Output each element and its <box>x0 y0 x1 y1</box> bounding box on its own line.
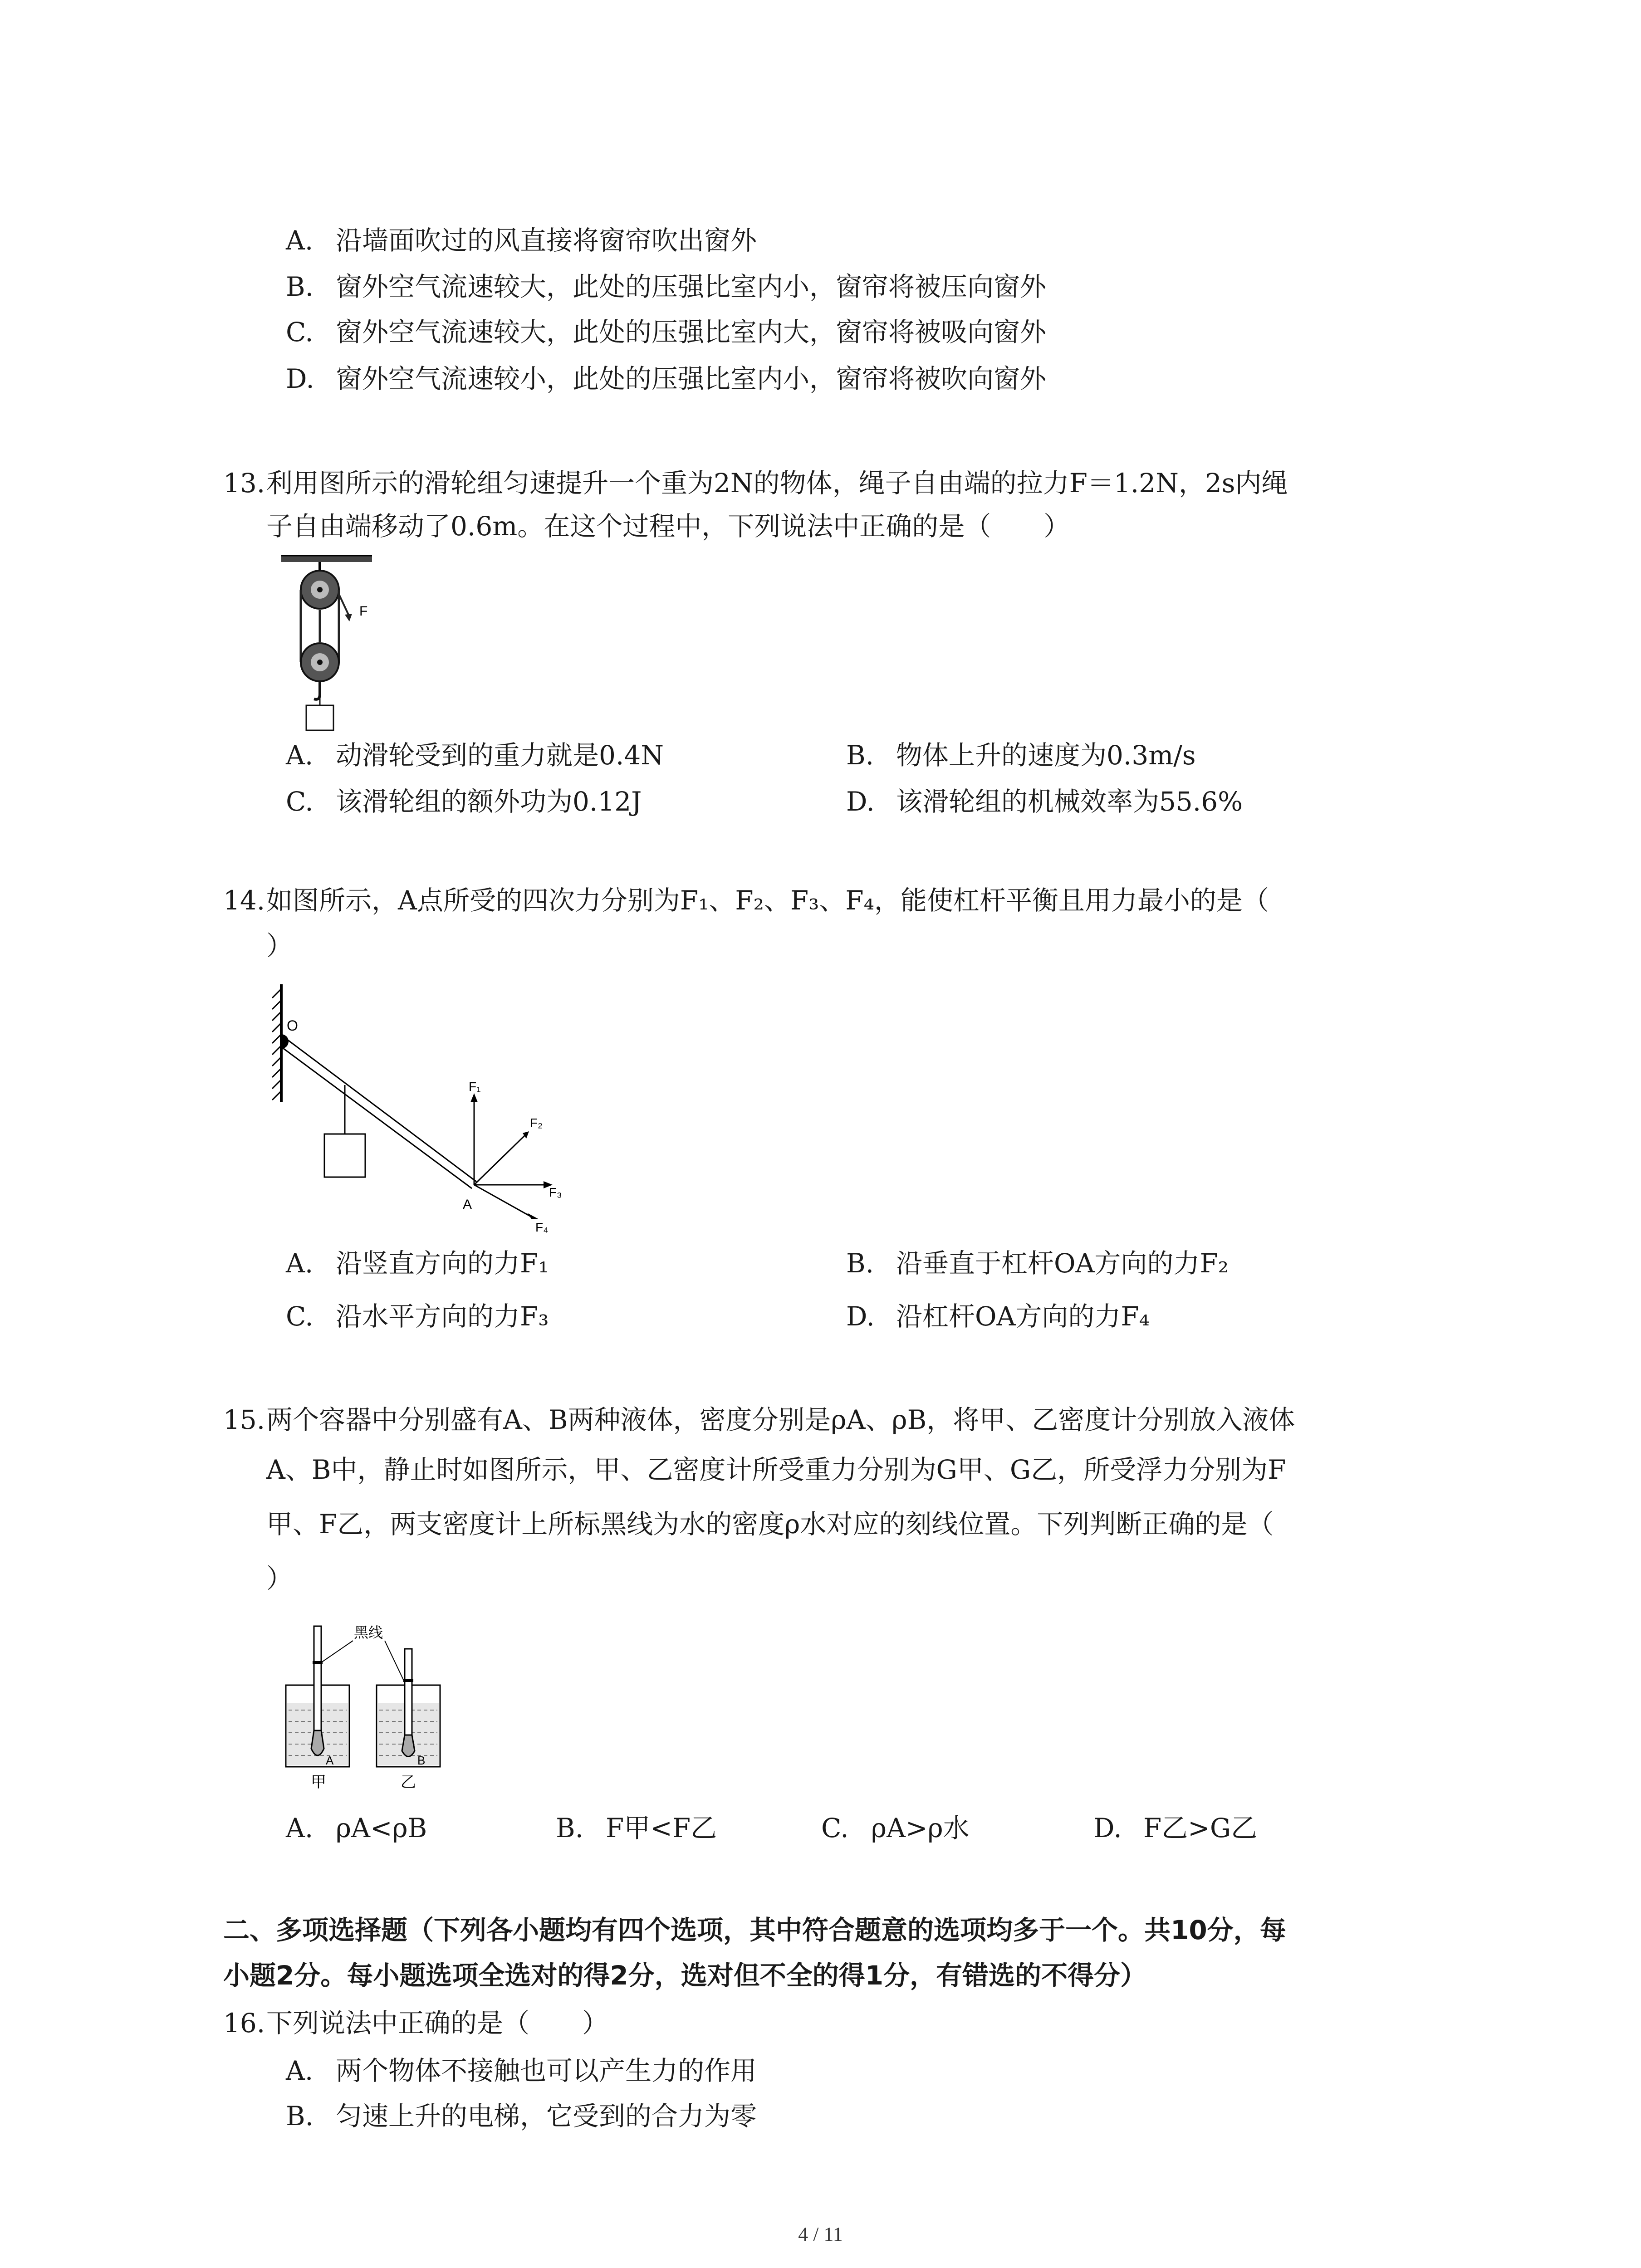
force-label: F <box>359 604 368 619</box>
option-letter: B. <box>286 2101 314 2131</box>
option-letter: B. <box>556 1813 584 1843</box>
question-text: 利用图所示的滑轮组匀速提升一个重为2N的物体，绳子自由端的拉力F＝1.2N，2s内绳 <box>266 468 1288 499</box>
option-letter: A. <box>286 1248 314 1279</box>
q16-option-a <box>286 2053 757 2089</box>
black-line-label: 黑线 <box>354 1624 383 1641</box>
q14-stem-line1 <box>223 882 1269 919</box>
force-arrow <box>345 614 352 621</box>
question-number: 14. <box>223 885 265 916</box>
force-f3-label: F₃ <box>549 1185 562 1199</box>
question-text: 如图所示，A点所受的四次力分别为F₁、F₂、F₃、F₄，能使杠杆平衡且用力最小的是（ <box>266 885 1269 916</box>
option-letter: C. <box>821 1813 849 1843</box>
pivot <box>281 1034 289 1049</box>
option-letter: C. <box>286 786 314 817</box>
q15-stem-line2: A、B中，静止时如图所示，甲、乙密度计所受重力分别为G甲、G乙，所受浮力分别为F <box>266 1454 1286 1485</box>
q13-option-c <box>286 783 642 820</box>
hanging-weight <box>324 1134 365 1177</box>
ceiling-beam <box>281 556 372 562</box>
option-text: 窗外空气流速较大，此处的压强比室内小，窗帘将被压向窗外 <box>336 271 1047 302</box>
option-letter: A. <box>286 740 314 771</box>
question-text: 下列说法中正确的是（ ） <box>266 2008 609 2038</box>
q14-option-d <box>846 1298 1150 1334</box>
question-number: 16. <box>223 2008 265 2038</box>
hook <box>314 682 320 699</box>
section2-heading-line1: 二、多项选择题（下列各小题均有四个选项，其中符合题意的选项均多于一个。共10分，每 <box>223 1915 1286 1945</box>
force-f4-arrow <box>474 1185 531 1217</box>
q13-stem-line2: 子自由端移动了0.6m。在这个过程中，下列说法中正确的是（ ） <box>266 511 1070 542</box>
q15-option-a <box>286 1810 427 1846</box>
hydrometer-yi <box>405 1649 412 1735</box>
option-letter: D. <box>286 363 314 394</box>
option-letter: D. <box>1093 1813 1122 1843</box>
q12-option-c <box>286 314 1046 350</box>
q12-option-b <box>286 269 1046 305</box>
q14-stem-line2: ） <box>266 930 293 961</box>
option-letter: B. <box>846 740 874 771</box>
option-text: 沿杠杆OA方向的力F₄ <box>896 1301 1150 1332</box>
option-text: 窗外空气流速较大，此处的压强比室内大，窗帘将被吸向窗外 <box>336 317 1047 347</box>
question-number: 13. <box>223 468 265 499</box>
load-block <box>306 705 333 730</box>
q15-stem-line4: ） <box>266 1563 293 1594</box>
hydrometer-figure <box>272 1613 463 1794</box>
option-letter: A. <box>286 2055 314 2086</box>
beaker-jia-label: 甲 <box>311 1773 326 1791</box>
pivot-label: O <box>287 1017 298 1034</box>
force-f1-label: F₁ <box>469 1080 481 1094</box>
force-f2-label: F₂ <box>530 1116 543 1130</box>
q12-option-d <box>286 361 1046 397</box>
q16-option-b <box>286 2098 757 2134</box>
option-text: ρA>ρ水 <box>871 1813 970 1843</box>
section2-heading-line2: 小题2分。每小题选项全选对的得2分，选对但不全的得1分，有错选的不得分） <box>223 1960 1147 1991</box>
liquid-a-label: A <box>326 1754 334 1767</box>
point-a-label: A <box>463 1197 472 1212</box>
q16-stem <box>223 2005 608 2041</box>
option-text: 两个物体不接触也可以产生力的作用 <box>336 2055 757 2086</box>
force-f2-arrow <box>474 1134 526 1185</box>
option-letter: C. <box>286 1301 314 1332</box>
option-text: 匀速上升的电梯，它受到的合力为零 <box>336 2101 757 2131</box>
option-text: F甲<F乙 <box>606 1813 717 1843</box>
lever-top <box>285 1038 476 1182</box>
q12-option-a <box>286 222 757 259</box>
q14-option-c <box>286 1298 549 1334</box>
hydrometer-jia <box>314 1626 321 1730</box>
question-number: 15. <box>223 1404 265 1435</box>
lever-figure <box>263 980 590 1234</box>
q15-option-c <box>821 1810 970 1846</box>
free-end-rope <box>339 594 348 615</box>
liquid-b-label: B <box>417 1754 426 1767</box>
option-text: 沿垂直于杠杆OA方向的力F₂ <box>896 1248 1229 1279</box>
option-text: ρA<ρB <box>336 1813 427 1843</box>
option-letter: D. <box>846 1301 875 1332</box>
q14-option-a <box>286 1245 549 1281</box>
option-letter: D. <box>846 786 875 817</box>
q14-option-b <box>846 1245 1229 1281</box>
force-f4-label: F₄ <box>535 1220 549 1234</box>
option-text: 沿水平方向的力F₃ <box>336 1301 549 1332</box>
q13-option-a <box>286 737 664 773</box>
option-letter: A. <box>286 225 314 256</box>
option-text: 物体上升的速度为0.3m/s <box>896 740 1196 771</box>
q13-stem-line1 <box>223 465 1288 501</box>
option-text: 窗外空气流速较小，此处的压强比室内小，窗帘将被吹向窗外 <box>336 363 1047 394</box>
option-letter: B. <box>846 1248 874 1279</box>
beaker-yi-label: 乙 <box>401 1773 416 1791</box>
q15-stem-line3: 甲、F乙，两支密度计上所标黑线为水的密度ρ水对应的刻线位置。下列判断正确的是（ <box>266 1509 1274 1540</box>
option-letter: C. <box>286 317 314 347</box>
question-text: 两个容器中分别盛有A、B两种液体，密度分别是ρA、ρB，将甲、乙密度计分别放入液体 <box>266 1404 1295 1435</box>
option-text: 沿竖直方向的力F₁ <box>336 1248 549 1279</box>
option-letter: A. <box>286 1813 314 1843</box>
q13-option-b <box>846 737 1196 773</box>
option-letter: B. <box>286 271 314 302</box>
option-text: 动滑轮受到的重力就是0.4N <box>336 740 664 771</box>
option-text: F乙>G乙 <box>1143 1813 1258 1843</box>
q15-option-b <box>556 1810 717 1846</box>
q13-option-d <box>846 783 1243 820</box>
q15-option-d <box>1093 1810 1257 1846</box>
pulley-system-figure <box>272 551 390 733</box>
lever-bottom <box>281 1047 472 1188</box>
q15-stem-line1 <box>223 1402 1295 1438</box>
option-text: 该滑轮组的机械效率为55.6% <box>896 786 1243 817</box>
option-text: 该滑轮组的额外功为0.12J <box>336 786 642 817</box>
page-number: 4 / 11 <box>798 2223 843 2245</box>
option-text: 沿墙面吹过的风直接将窗帘吹出窗外 <box>336 225 757 256</box>
